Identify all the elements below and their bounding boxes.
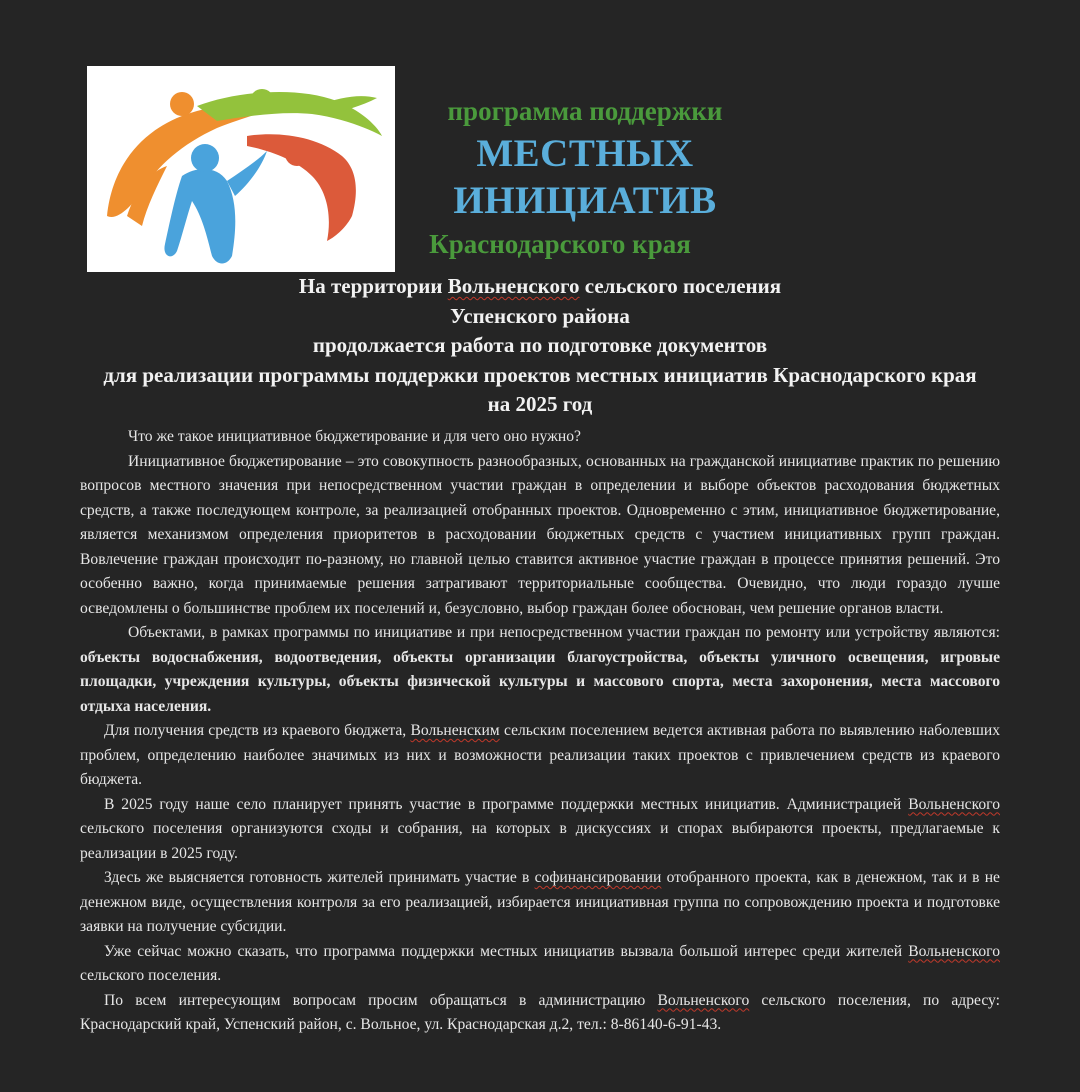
headline-line-1-word: Вольненского	[447, 274, 580, 298]
paragraph-8-pre: По всем интересующим вопросам просим обращаться в администрацию	[104, 991, 658, 1009]
paragraph-4-word: Вольненским	[410, 722, 500, 739]
paragraph-7-pre: Уже сейчас можно сказать, что программа поддержки местных инициатив вызвала большой интерес среди жителей	[104, 942, 909, 960]
paragraph-4	[80, 719, 1000, 793]
brand-line-3: ИНИЦИАТИВ	[453, 179, 717, 222]
paragraph-7-post: сельского поселения.	[80, 967, 222, 984]
headline-line-5: на 2025 год	[487, 392, 593, 416]
paragraph-8-word: Вольненского	[657, 991, 750, 1009]
headline	[80, 272, 1000, 420]
paragraph-8-post: сельского поселения, по адресу: Краснодарский край, Успенский район, с. Вольное, ул. Краснодарская д.2, тел.: 8-86140-6-91-43.	[80, 991, 1000, 1033]
paragraph-8	[80, 989, 1000, 1038]
paragraph-5-post: сельского поселения организуются сходы и собрания, на которых в дискуссиях и спорах выбираются проекты, предлагаемые к реализации в 2025 году.	[80, 820, 1000, 862]
paragraph-2: Инициативное бюджетирование – это совокупность разнообразных, основанных на гражданской инициативе практик по решению вопросов местного значения при непосредственном участии граждан в определении и выборе объектов расходования бюджетных средств, а также последующем контроле, за реализацией отобранных проектов. Одновременно с этим, инициативное бюджетирование, является механизмом определения приоритетов в расходовании бюджетных средств с участием инициативных групп граждан. Вовлечение граждан происходит по-разному, но главной целью ставится активное участие граждан в процессе принятия решений. Это особенно важно, когда принимаемые решения затрагивают территориальные сообщества. Очевидно, что люди гораздо лучше осведомлены о большинстве проблем их поселений и, безусловно, выбор граждан более обоснован, чем решение органов власти.	[80, 452, 1000, 617]
paragraph-3-plain: Объектами, в рамках программы по инициативе и при непосредственном участии граждан по ремонту или устройству являются:	[128, 624, 1000, 641]
paragraph-6-pre: Здесь же выясняется готовность жителей принимать участие в	[104, 869, 535, 886]
paragraph-4-post: сельским поселением ведется активная работа по выявлению наболевших проблем, определению наиболее значимых из них и возможности реализации таких проектов с привлечением средств из краевого бюджета.	[80, 722, 1000, 788]
article-body	[80, 425, 1000, 1038]
headline-line-1-post: сельского поселения	[579, 274, 782, 298]
paragraph-6-post: отобранного проекта, как в денежном, так и в не денежном виде, осуществления контроля за его реализацией, избирается инициативная группа по сопровождению проекта и подготовке заявки на получение субсидии.	[80, 869, 1000, 935]
paragraph-3	[80, 621, 1000, 719]
paragraph-6	[80, 866, 1000, 940]
headline-line-2: Успенского района	[450, 303, 630, 328]
paragraph-1: Что же такое инициативное бюджетирование и для чего оно нужно?	[128, 428, 581, 445]
brand-line-2: МЕСТНЫХ	[476, 132, 694, 175]
paragraph-5-word: Вольненского	[908, 795, 1000, 813]
headline-line-1	[80, 272, 1000, 302]
headline-line-3: продолжается работа по подготовке документов	[312, 333, 768, 357]
paragraph-7	[80, 940, 1000, 989]
brand-line-1: программа поддержки	[447, 96, 723, 126]
paragraph-7-word: Вольненского	[908, 942, 1000, 960]
paragraph-4-pre: Для получения средств из краевого бюджета,	[104, 722, 411, 739]
paragraph-5	[80, 793, 1000, 867]
brand-line-4: Краснодарского края	[429, 229, 691, 259]
headline-line-1-pre: На территории	[298, 274, 448, 298]
paragraph-3-bold: объекты водоснабжения, водоотведения, объекты организации благоустройства, объекты уличного освещения, игровые площадки, учреждения культуры, объекты физической культуры и массового спорта, места захоронения, места массового отдыха населения.	[80, 648, 1000, 715]
headline-line-4: для реализации программы поддержки проектов местных инициатив Краснодарского края	[103, 362, 977, 387]
paragraph-5-pre: В 2025 году наше село планирует принять участие в программе поддержки местных инициатив. Администрацией	[104, 795, 909, 813]
paragraph-6-word: софинансировании	[534, 869, 662, 886]
